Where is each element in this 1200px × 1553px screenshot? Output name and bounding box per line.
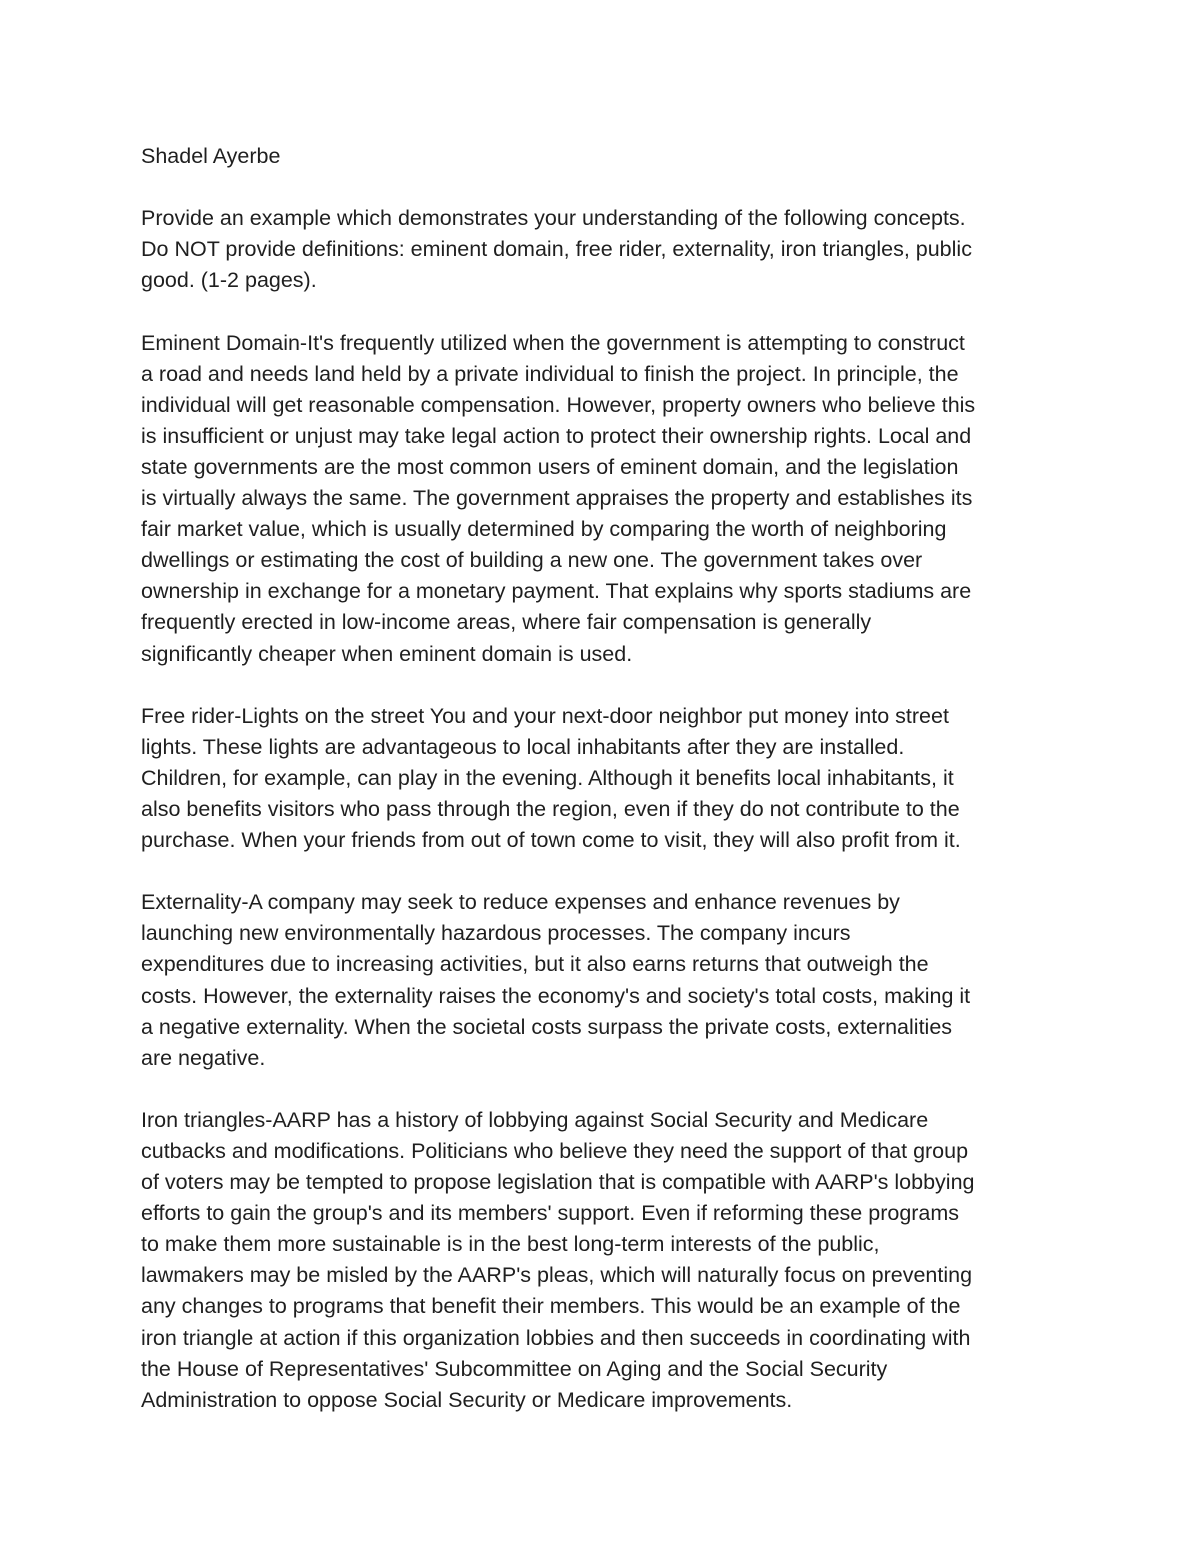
text-line: is insufficient or unjust may take legal action to protect their ownership rights. Local and xyxy=(141,423,972,448)
paragraph-eminent-domain xyxy=(141,328,1061,670)
text-line: costs. However, the externality raises the economy's and society's total costs, making it xyxy=(141,983,971,1008)
author-name: Shadel Ayerbe xyxy=(141,144,281,168)
text-line: state governments are the most common users of eminent domain, and the legislation xyxy=(141,454,959,479)
text-line: expenditures due to increasing activities, but it also earns returns that outweigh the xyxy=(141,952,929,977)
text-line: also benefits visitors who pass through the region, even if they do not contribute to the xyxy=(141,796,960,821)
text-line: any changes to programs that benefit their members. This would be an example of the xyxy=(141,1294,961,1319)
text-line: Free rider-Lights on the street You and your next-door neighbor put money into street xyxy=(141,703,949,728)
text-line: cutbacks and modifications. Politicians who believe they need the support of that group xyxy=(141,1139,969,1163)
text-line: iron triangle at action if this organization lobbies and then succeeds in coordinating with xyxy=(141,1325,971,1350)
paragraph-iron-triangles xyxy=(141,1105,1061,1416)
text-line: Children, for example, can play in the evening. Although it benefits local inhabitants, it xyxy=(141,765,954,790)
paragraph-list xyxy=(141,203,1061,1416)
text-line: Externality-A company may seek to reduce expenses and enhance revenues by xyxy=(141,890,900,915)
text-line: fair market value, which is usually determined by comparing the worth of neighboring xyxy=(141,517,947,542)
document-body xyxy=(141,141,1061,1447)
text-line: is virtually always the same. The government appraises the property and establishes its xyxy=(141,486,973,511)
text-line: individual will get reasonable compensation. However, property owners who believe this xyxy=(141,392,976,417)
text-line: lights. These lights are advantageous to local inhabitants after they are installed. xyxy=(141,734,905,759)
text-line: Provide an example which demonstrates your understanding of the following concepts. xyxy=(141,206,966,231)
text-line: Eminent Domain-It's frequently utilized when the government is attempting to construct xyxy=(141,330,965,355)
text-line: ownership in exchange for a monetary payment. That explains why sports stadiums are xyxy=(141,579,972,604)
text-line: Iron triangles-AARP has a history of lobbying against Social Security and Medicare xyxy=(141,1107,929,1132)
text-line: a negative externality. When the societal costs surpass the private costs, externalities xyxy=(141,1014,953,1039)
paragraph-externality xyxy=(141,887,1061,1074)
paragraph-prompt xyxy=(141,203,1061,296)
text-line: good. (1-2 pages). xyxy=(141,268,317,293)
text-line: lawmakers may be misled by the AARP's pleas, which will naturally focus on preventing xyxy=(141,1263,973,1288)
text-line: significantly cheaper when eminent domain is used. xyxy=(141,641,633,666)
text-line: Do NOT provide definitions: eminent domain, free rider, externality, iron triangles, public xyxy=(141,237,972,262)
text-line: dwellings or estimating the cost of building a new one. The government takes over xyxy=(141,548,923,573)
text-line: to make them more sustainable is in the best long-term interests of the public, xyxy=(141,1232,880,1257)
text-line: efforts to gain the group's and its members' support. Even if reforming these programs xyxy=(141,1201,960,1226)
text-line: purchase. When your friends from out of town come to visit, they will also profit from it. xyxy=(141,828,961,853)
text-line: Administration to oppose Social Security or Medicare improvements. xyxy=(141,1387,793,1412)
text-line: a road and needs land held by a private individual to finish the project. In principle, the xyxy=(141,361,959,386)
text-line: are negative. xyxy=(141,1045,266,1070)
text-line: the House of Representatives' Subcommittee on Aging and the Social Security xyxy=(141,1356,888,1381)
paragraph-free-rider xyxy=(141,701,1061,856)
text-line: of voters may be tempted to propose legislation that is compatible with AARP's lobbying xyxy=(141,1170,975,1195)
text-line: launching new environmentally hazardous processes. The company incurs xyxy=(141,921,851,946)
text-line: frequently erected in low-income areas, where fair compensation is generally xyxy=(141,610,872,635)
